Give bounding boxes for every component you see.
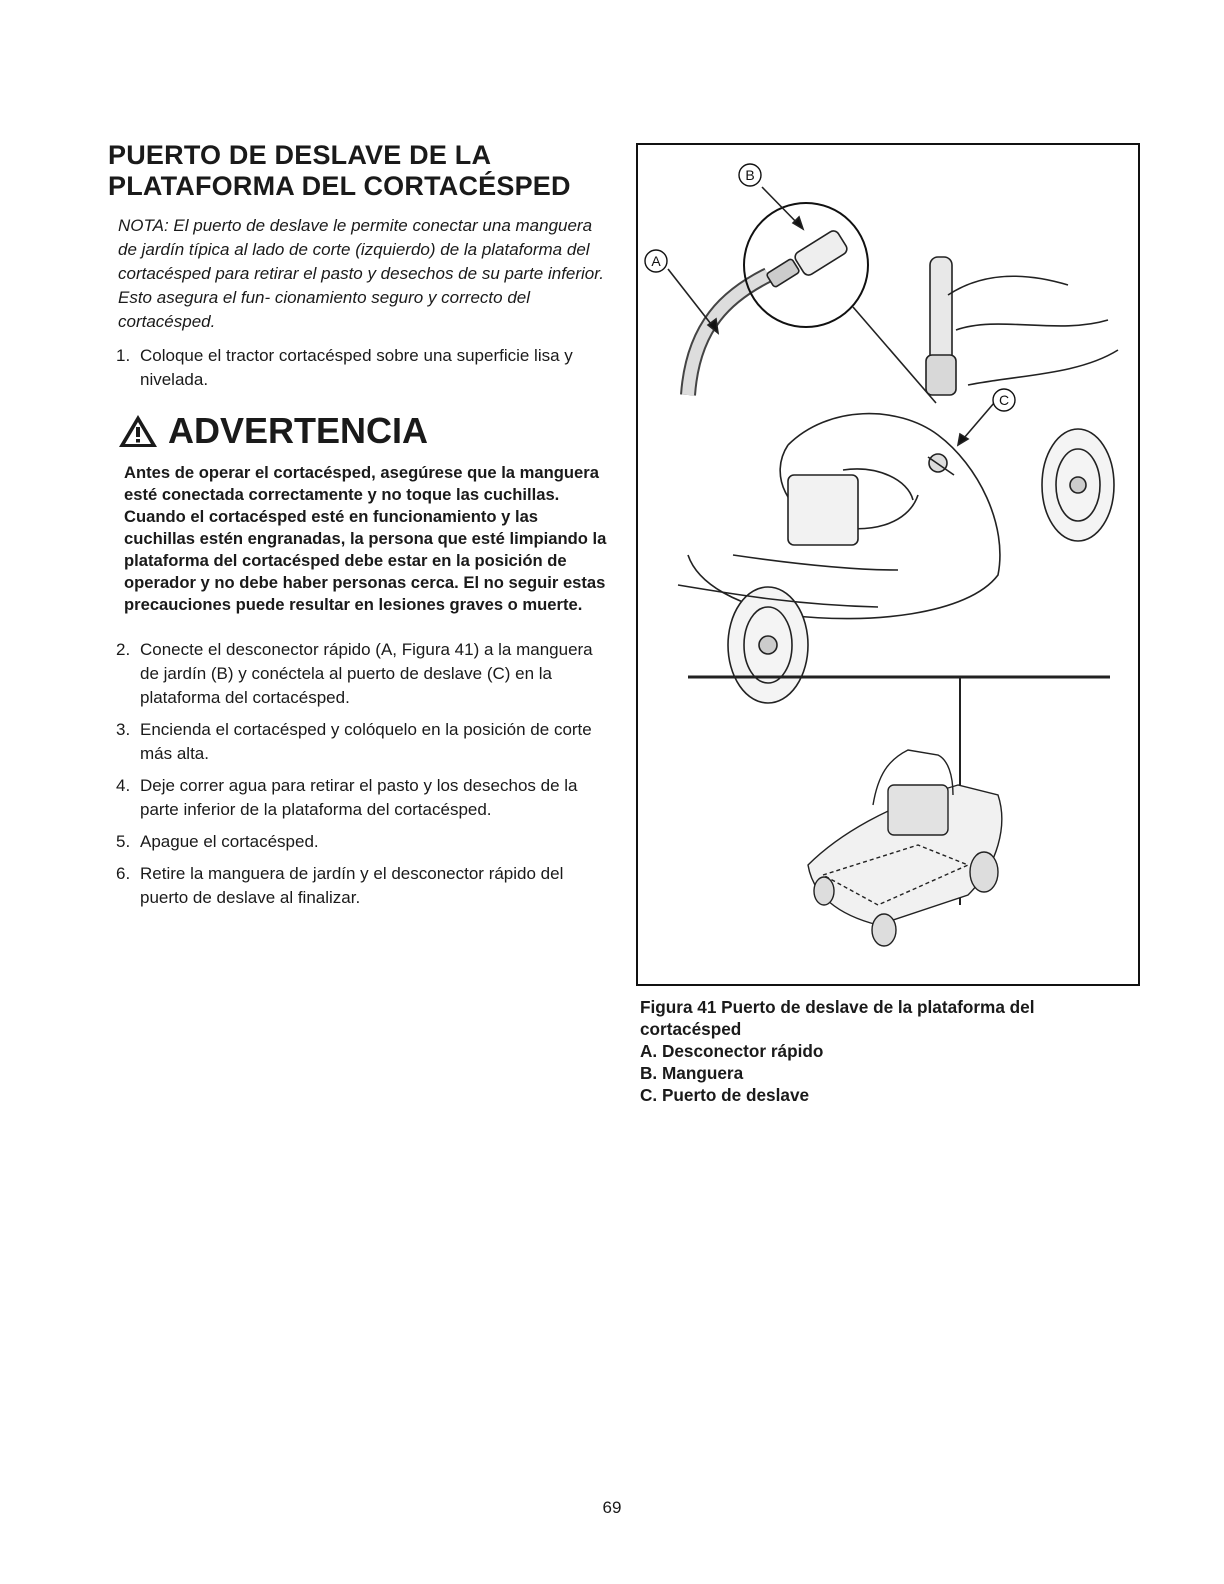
step-item bbox=[116, 830, 608, 854]
note-text: NOTA: El puerto de deslave le permite conectar una manguera de jardín típica al lado de corte (izquierdo) de la plataforma del cortacésped para retirar el pasto y desechos de su parte inferior. Esto asegura el fun- cionamiento seguro y correcto del cortacésped. bbox=[118, 216, 605, 331]
section-title-line2: PLATAFORMA DEL CORTACÉSPED bbox=[108, 171, 571, 201]
warning-title: ADVERTENCIA bbox=[168, 410, 429, 451]
callout-c bbox=[993, 389, 1015, 411]
step-number: 1. bbox=[116, 346, 131, 365]
step-number: 6. bbox=[116, 864, 131, 883]
step-number: 5. bbox=[116, 832, 131, 851]
figure-41 bbox=[636, 143, 1140, 986]
step-item bbox=[116, 774, 608, 822]
step-text: Apague el cortacésped. bbox=[140, 832, 319, 851]
step-text: Deje correr agua para retirar el pasto y los desechos de la parte inferior de la plataforma del cortacésped. bbox=[140, 776, 578, 819]
step-item bbox=[116, 862, 608, 910]
step-text: Retire la manguera de jardín y el desconector rápido del puerto de deslave al finalizar. bbox=[140, 864, 564, 907]
step-item bbox=[116, 638, 608, 710]
page-number: 69 bbox=[602, 1498, 622, 1517]
warning-body: Antes de operar el cortacésped, asegúrese que la manguera esté conectada correctamente y no toque las cuchillas. Cuando el cortacésped esté en funcionamiento y las cuchillas estén engranadas, la persona que esté limpiando la plataforma del cortacésped debe estar en la posición de operador y no debe haber personas cerca. El no seguir estas precauciones puede resultar en lesiones graves o muerte. bbox=[124, 463, 607, 614]
callout-a bbox=[645, 250, 667, 272]
callout-b bbox=[739, 164, 761, 186]
figure-caption bbox=[640, 996, 1120, 1106]
step-text: Coloque el tractor cortacésped sobre una superficie lisa y nivelada. bbox=[140, 346, 573, 389]
warning-heading bbox=[118, 410, 608, 452]
legend-item: A. Desconector rápido bbox=[640, 1041, 824, 1061]
step-number: 3. bbox=[116, 720, 131, 739]
legend-item: C. Puerto de deslave bbox=[640, 1085, 810, 1105]
callout-c-label: C bbox=[998, 392, 1010, 408]
warning-triangle-icon bbox=[118, 414, 158, 448]
mower-deck-illustration bbox=[638, 145, 1138, 984]
mower-overview-illustration bbox=[688, 677, 1110, 946]
legend-item: B. Manguera bbox=[640, 1063, 744, 1083]
caption-title: Figura 41 Puerto de deslave de la plataforma del cortacésped bbox=[640, 997, 1035, 1039]
step-number: 4. bbox=[116, 776, 131, 795]
left-column bbox=[108, 140, 608, 918]
callout-a-label: A bbox=[651, 253, 661, 269]
callout-b-label: B bbox=[745, 167, 755, 183]
step-item bbox=[116, 344, 608, 392]
step-text: Conecte el desconector rápido (A, Figura 41) a la manguera de jardín (B) y conéctela al puerto de deslave (C) en la plataforma del cortacésped. bbox=[140, 640, 593, 707]
step-item bbox=[116, 718, 608, 766]
section-title bbox=[108, 140, 608, 202]
section-title-line1: PUERTO DE DESLAVE DE LA bbox=[108, 140, 492, 170]
step-text: Encienda el cortacésped y colóquelo en la posición de corte más alta. bbox=[140, 720, 592, 763]
step-number: 2. bbox=[116, 640, 131, 659]
